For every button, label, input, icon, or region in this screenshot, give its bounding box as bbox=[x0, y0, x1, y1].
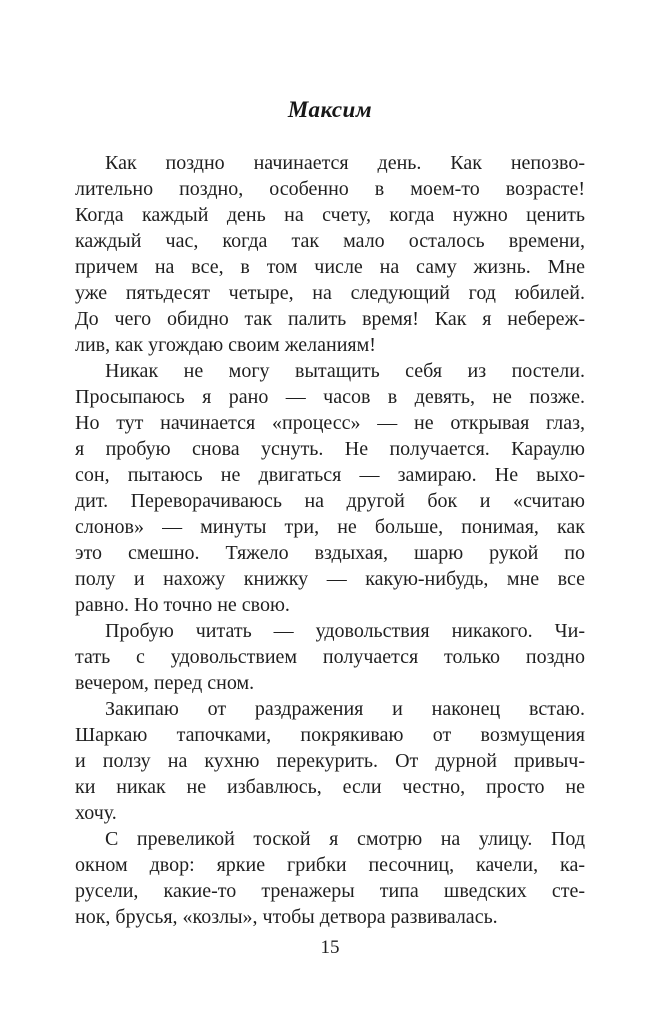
text-line: уже пятьдесят четыре, на следующий год юбилей. bbox=[75, 282, 585, 304]
text-line: Как поздно начинается день. Как непозво- bbox=[105, 152, 585, 174]
text-line: С превеликой тоской я смотрю на улицу. Под bbox=[105, 828, 585, 850]
text-line: окном двор: яркие грибки песочниц, качели, ка- bbox=[75, 854, 585, 876]
text-line: хочу. bbox=[75, 802, 117, 824]
text-block bbox=[75, 150, 585, 930]
text-line: тать с удовольствием получается только поздно bbox=[75, 646, 585, 668]
text-line: полу и нахожу книжку — какую-нибудь, мне все bbox=[75, 568, 585, 590]
text-line: ки никак не избавлюсь, если честно, просто не bbox=[75, 776, 585, 798]
text-line: Просыпаюсь я рано — часов в девять, не позже. bbox=[75, 386, 585, 408]
text-line: равно. Но точно не свою. bbox=[75, 594, 290, 616]
text-line: Никак не могу вытащить себя из постели. bbox=[105, 360, 585, 382]
paragraph bbox=[75, 696, 585, 826]
text-line: лительно поздно, особенно в моем-то возрасте! bbox=[75, 178, 585, 200]
text-line: причем на все, в том числе на саму жизнь. Мне bbox=[75, 256, 585, 278]
paragraph bbox=[75, 618, 585, 696]
text-line: Пробую читать — удовольствия никакого. Чи- bbox=[105, 620, 585, 642]
text-line: Шаркаю тапочками, покрякиваю от возмущения bbox=[75, 724, 585, 746]
text-line: Закипаю от раздражения и наконец встаю. bbox=[105, 698, 585, 720]
paragraph bbox=[75, 150, 585, 358]
paragraph bbox=[75, 358, 585, 618]
text-line: вечером, перед сном. bbox=[75, 672, 255, 694]
text-line: нок, брусья, «козлы», чтобы детвора развивалась. bbox=[75, 906, 498, 928]
text-line: каждый час, когда так мало осталось времени, bbox=[75, 230, 585, 252]
text-line: лив, как угождаю своим желаниям! bbox=[75, 334, 376, 356]
text-line: сон, пытаюсь не двигаться — замираю. Не выхо- bbox=[75, 464, 585, 486]
text-line: я пробую снова уснуть. Не получается. Караулю bbox=[75, 438, 585, 460]
text-line: это смешно. Тяжело вздыхая, шарю рукой по bbox=[75, 542, 585, 564]
text-line: и ползу на кухню перекурить. От дурной привыч- bbox=[75, 750, 585, 772]
page-number: 15 bbox=[320, 937, 340, 958]
text-line: До чего обидно так палить время! Как я небереж- bbox=[75, 308, 585, 330]
chapter-title: Максим bbox=[287, 97, 373, 122]
text-line: русели, какие-то тренажеры типа шведских сте- bbox=[75, 880, 585, 902]
text-line: слонов» — минуты три, не больше, понимая, как bbox=[75, 516, 585, 538]
text-line: Но тут начинается «процесс» — не открывая глаз, bbox=[75, 412, 585, 434]
paragraph bbox=[75, 826, 585, 930]
text-line: дит. Переворачиваюсь на другой бок и «считаю bbox=[75, 490, 585, 512]
text-line: Когда каждый день на счету, когда нужно ценить bbox=[75, 204, 585, 226]
